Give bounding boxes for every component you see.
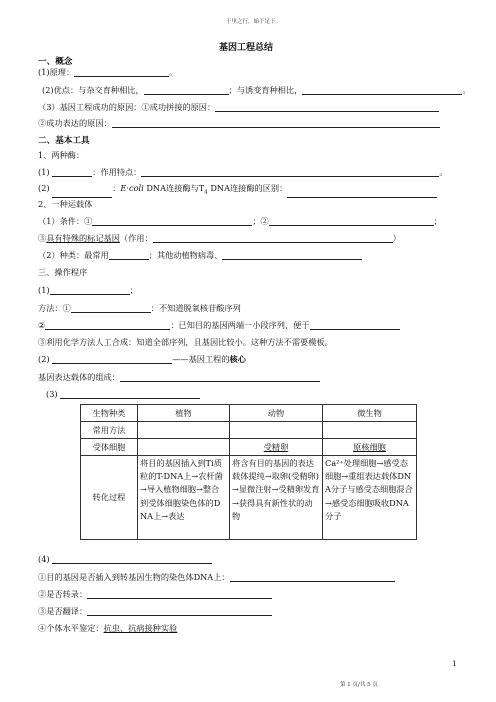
step-4-blank — [52, 554, 212, 564]
table-row-recipient — [81, 439, 417, 456]
marker-gene-line — [38, 233, 401, 243]
enzyme-2-colon: ： — [112, 183, 121, 193]
step-2-num: (2) — [38, 354, 50, 364]
detect-dna-label: ①目的基因是否插入到转基因生物的染色体DNA上： — [38, 572, 230, 582]
step-2-blank — [52, 354, 172, 364]
header-plant: 植物 — [138, 405, 230, 422]
header-species: 生物种类 — [81, 405, 138, 422]
principle-label: (1)原理： — [38, 67, 75, 77]
vector-subheading: 2、一种运载体 — [38, 199, 93, 209]
advantage-line — [42, 85, 471, 95]
marker-gene-text: 具有特殊的标记基因 — [46, 233, 120, 243]
step-3-blank — [60, 389, 200, 399]
advantage-label: (2)优点：与杂交育种相比， — [42, 85, 144, 95]
individual-level-label: ④个体水平鉴定： — [38, 623, 104, 633]
enzyme-1-end: 。 — [439, 167, 448, 177]
step-1-num: (1) — [38, 285, 50, 295]
header-animal: 动物 — [230, 405, 323, 422]
advantage-blank-2 — [302, 85, 462, 95]
process-label: 转化过程 — [81, 456, 138, 540]
page-header-text: 千里之行，始于足下。 — [226, 19, 282, 25]
transformation-table — [80, 404, 417, 540]
step-1-end: ； — [129, 285, 138, 295]
principle-line — [38, 67, 177, 77]
step-1-blank — [50, 285, 130, 295]
vector-condition-blank-1 — [92, 216, 252, 226]
advantage-label-2: ；与诱变育种相比， — [228, 85, 303, 95]
marker-function-label: （作用： — [119, 233, 153, 243]
step-2-line — [38, 354, 246, 364]
recipient-microbe-text: 原核细胞 — [353, 441, 386, 452]
method-label: 常用方法 — [81, 422, 138, 439]
principle-end: 。 — [169, 67, 178, 77]
page-title: 基因工程总结 — [219, 43, 274, 53]
marker-function-blank — [153, 233, 393, 243]
header-microbe: 微生物 — [323, 405, 417, 422]
enzyme-2-line — [38, 183, 437, 198]
core-text: 核心 — [229, 354, 246, 364]
step-2-desc: ——基因工程的 — [172, 354, 230, 364]
method-1-label: 方法：① — [38, 303, 71, 313]
enzyme-2-text: DNA连接酶与T — [143, 183, 205, 193]
enzyme-1-blank — [52, 167, 92, 177]
marker-num: ③ — [38, 233, 47, 243]
table-header-row — [81, 405, 417, 422]
detect-transcription-label: ②是否转录： — [38, 589, 88, 599]
step-3-line — [46, 389, 200, 399]
method-1-blank — [71, 303, 151, 313]
success-reason-blank — [215, 102, 439, 112]
enzyme-2-blank — [52, 188, 112, 198]
enzyme-2-diff-blank — [287, 188, 437, 198]
vector-condition-blank-2 — [269, 216, 434, 226]
method-2-line — [38, 320, 400, 330]
vector-type-blank-2 — [222, 250, 362, 260]
recipient-label: 受体细胞 — [81, 439, 138, 456]
recipient-animal-cell — [230, 439, 323, 456]
section-procedure-heading: 三、操作程序 — [38, 267, 88, 277]
recipient-plant-cell — [138, 439, 230, 456]
detect-dna-line — [38, 572, 395, 582]
step-3-num: (3) — [46, 389, 58, 399]
success-reason-label: （3）基因工程成功的原因：①成功拼接的原因： — [38, 102, 216, 112]
process-animal-cell: 将含有目的基因的表达载体提纯→取卵(受精卵)→显微注射→受精卵发育→获得具有新性状的动物 — [230, 456, 323, 540]
advantage-blank-1 — [144, 85, 229, 95]
detect-transcription-blank — [87, 589, 272, 599]
page-number: 1 — [452, 659, 457, 668]
vector-condition-end: ； — [433, 216, 442, 226]
page-info: 第 1 页/共 5 页 — [340, 682, 378, 688]
vector-type-other: ；其他动植物病毒、 — [148, 250, 223, 260]
enzyme-1-label: ：作用特点： — [92, 167, 142, 177]
expression-reason-label: ②成功表达的原因： — [38, 118, 112, 128]
expression-vector-blank — [120, 372, 320, 382]
individual-level-text: 抗虫、抗病接种实验 — [103, 623, 178, 633]
method-1-desc: ：不知道脱氧核苷酸序列 — [150, 303, 241, 313]
step-1-line — [38, 285, 138, 295]
process-microbe-cell: Ca²⁺处理细胞→感受态细胞→重组表达载体DNA分子与感受态细胞混合→感受态细胞吸收DNA分子 — [323, 456, 417, 540]
method-plant-cell — [138, 422, 230, 439]
method-1-line — [38, 303, 241, 313]
vector-type-label: （2）种类：最常用 — [38, 250, 109, 260]
method-2-desc: ：已知目的基因两端一小段序列，便于 — [170, 320, 310, 330]
detect-transcription-line — [38, 589, 272, 599]
expression-vector-line — [38, 372, 320, 382]
individual-level-line — [38, 623, 177, 633]
enzyme-1-num: (1) — [38, 167, 50, 177]
section-concept-heading: 一、概念 — [38, 57, 73, 67]
detect-translation-line — [38, 606, 272, 616]
table-row-method — [81, 422, 417, 439]
detect-translation-blank — [87, 606, 272, 616]
method-animal-cell — [230, 422, 323, 439]
success-reason-line — [38, 102, 439, 112]
method-2-blank — [45, 320, 170, 330]
enzymes-subheading: 1、两种酶： — [38, 150, 85, 160]
vector-condition-mid: ；② — [252, 216, 269, 226]
enzyme-2-num: (2) — [38, 183, 50, 193]
step-4-line — [38, 554, 212, 564]
expression-reason-blank — [112, 118, 440, 128]
advantage-end: 。 — [462, 85, 471, 95]
section-tools-heading: 二、基本工具 — [38, 136, 90, 146]
vector-condition-line — [38, 216, 442, 226]
principle-blank — [74, 67, 169, 77]
enzyme-2-diff-label: DNA连接酶的区别： — [207, 183, 288, 193]
table-row-process — [81, 456, 417, 540]
enzyme-1-feature-blank — [141, 167, 439, 177]
t4-subscript: 4 — [204, 189, 208, 196]
vector-condition-label: （1）条件：① — [38, 216, 93, 226]
method-3-line: ③利用化学方法人工合成：知道全部序列，且基因比较小。这种方法不需要模板。 — [38, 337, 333, 347]
method-microbe-cell — [323, 422, 417, 439]
expression-reason-line — [38, 118, 440, 128]
enzyme-1-line — [38, 167, 448, 177]
expression-vector-label: 基因表达载体的组成： — [38, 372, 120, 382]
detect-translation-label: ③是否翻译： — [38, 606, 88, 616]
recipient-animal-text: 受精卵 — [263, 441, 289, 452]
method-2-num: ② — [38, 320, 46, 330]
vector-type-line — [38, 250, 362, 260]
process-plant-cell: 将目的基因插入到Ti质粒的T-DNA上→农杆菌→导入植物细胞→整合到受体细胞染色体的DNA上→表达 — [138, 456, 230, 540]
vector-type-blank-1 — [109, 250, 149, 260]
ecoli-text: E·coli — [120, 183, 144, 193]
recipient-microbe-cell — [323, 439, 417, 456]
step-4-num: (4) — [38, 554, 50, 564]
method-2-blank-2 — [310, 320, 400, 330]
marker-end: ） — [392, 233, 401, 243]
detect-dna-blank — [230, 572, 395, 582]
